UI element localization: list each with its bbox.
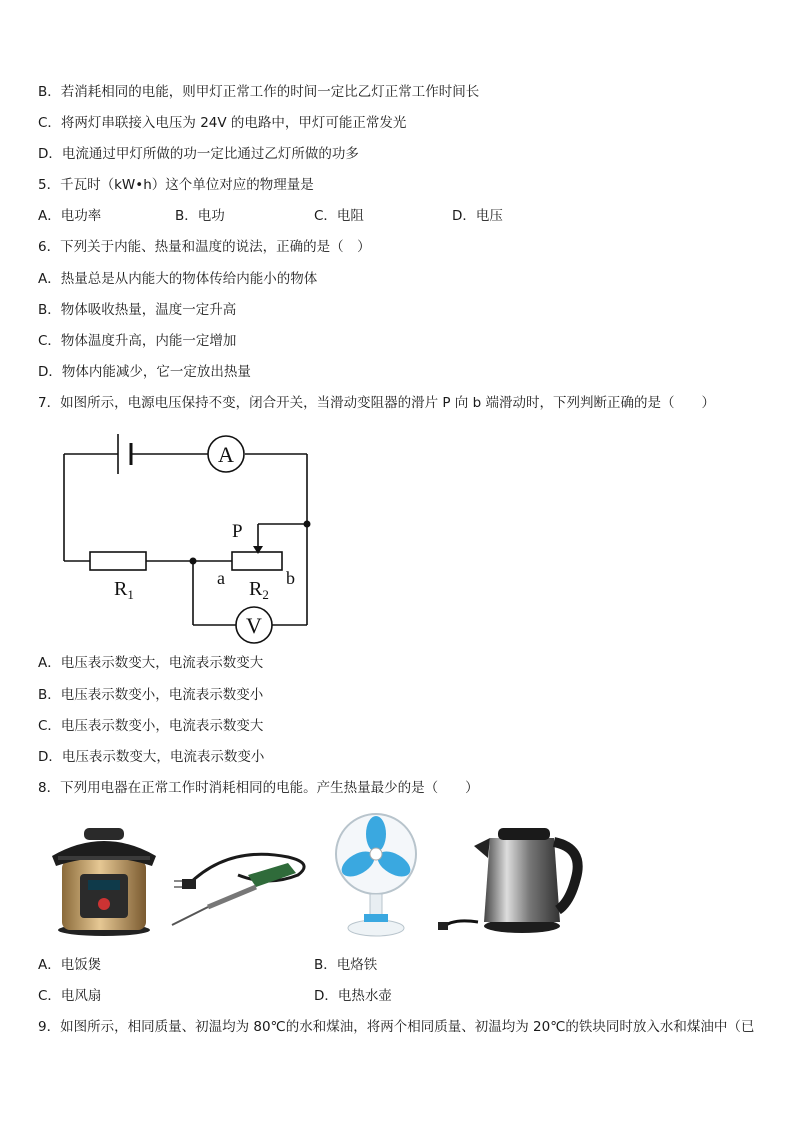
soldering-iron-picture <box>168 845 316 929</box>
end-a-label: a <box>217 568 225 588</box>
q8-option-c: C．电风扇 <box>38 988 102 1004</box>
q4-option-b: B．若消耗相同的电能，则甲灯正常工作的时间一定比乙灯正常工作时间长 <box>38 84 480 100</box>
q8-option-b: B．电烙铁 <box>314 957 378 973</box>
q6-stem: 6．下列关于内能、热量和温度的说法，正确的是（ ） <box>38 239 371 255</box>
circuit-diagram <box>50 425 330 645</box>
end-b-label: b <box>286 568 295 588</box>
q4-option-d: D．电流通过甲灯所做的功一定比通过乙灯所做的功多 <box>38 146 359 162</box>
q7-option-c: C．电压表示数变小，电流表示数变大 <box>38 718 264 734</box>
q6-option-c: C．物体温度升高，内能一定增加 <box>38 333 237 349</box>
q8-option-d: D．电热水壶 <box>314 988 392 1004</box>
rheostat-r2 <box>232 552 282 570</box>
q5-option-d: D．电压 <box>452 208 503 224</box>
q4-option-c: C．将两灯串联接入电压为 24V 的电路中，甲灯可能正常发光 <box>38 115 407 131</box>
q7-option-d: D．电压表示数变大，电流表示数变小 <box>38 749 265 765</box>
q5-option-a: A．电功率 <box>38 208 102 224</box>
q8-stem: 8．下列用电器在正常工作时消耗相同的电能。产生热量最少的是（ ） <box>38 780 479 796</box>
resistor-r1 <box>90 552 146 570</box>
q6-option-a: A．热量总是从内能大的物体传给内能小的物体 <box>38 271 318 287</box>
ammeter-label: A <box>218 442 234 467</box>
q5-stem: 5．千瓦时（kW•h）这个单位对应的物理量是 <box>38 177 314 193</box>
q6-option-d: D．物体内能减少，它一定放出热量 <box>38 364 251 380</box>
q9-stem: 9．如图所示，相同质量、初温均为 80℃的水和煤油，将两个相同质量、初温均为 20℃的铁块同时放入水和煤油中（已 <box>38 1019 755 1035</box>
q7-option-a: A．电压表示数变大，电流表示数变大 <box>38 655 264 671</box>
r2-label: $R_2$ <box>249 578 269 602</box>
q6-option-b: B．物体吸收热量，温度一定升高 <box>38 302 237 318</box>
q5-option-c: C．电阻 <box>314 208 364 224</box>
r1-label: $R_1$ <box>114 578 134 602</box>
electric-fan-picture <box>330 810 422 940</box>
ammeter <box>208 436 244 472</box>
junction-node <box>304 521 311 528</box>
q8-option-a: A．电饭煲 <box>38 957 102 973</box>
q5-option-b: B．电功 <box>175 208 225 224</box>
junction-node <box>190 558 197 565</box>
q7-stem: 7．如图所示，电源电压保持不变，闭合开关，当滑动变阻器的滑片 P 向 b 端滑动时，下列判断正确的是（ ） <box>38 395 715 411</box>
voltmeter-label: V <box>246 613 262 638</box>
q7-option-b: B．电压表示数变小，电流表示数变小 <box>38 687 264 703</box>
slider-label: P <box>232 521 243 542</box>
rice-cooker-picture <box>48 820 160 938</box>
battery-icon <box>118 434 131 474</box>
voltmeter <box>236 607 272 643</box>
electric-kettle-picture <box>438 818 586 936</box>
